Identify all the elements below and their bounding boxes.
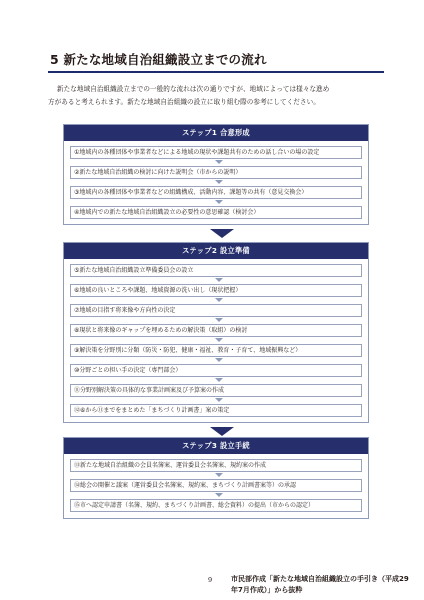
source-note-line-2: 年7月作成）」から抜粋 — [231, 586, 303, 594]
step-3-item-1: ⑬新たな地域自治組織の会員名簿案、運営委員会名簿案、規約案の作成 — [70, 459, 362, 472]
step-2-item-6: ⑩分野ごとの担い手の決定（専門部会） — [70, 364, 362, 377]
step-2-item-8: ⑫⑥から⑪までをまとめた「まちづくり計画書」案の策定 — [70, 404, 362, 417]
step-1-title: ステップ1 合意形成 — [64, 125, 368, 141]
step-3-frame — [63, 437, 369, 519]
flow-down-arrow-icon — [215, 358, 223, 362]
step-1-item-4: ④地域内での新たな地域自治組織設立の必要性の意思確認（検討会） — [70, 206, 362, 219]
step-1-frame — [63, 124, 369, 225]
source-note-line-1: 市民部作成「新たな地域自治組織設立の手引き（平成29 — [231, 575, 409, 583]
step-1-item-2: ②新たな地域自治組織の検討に向けた説明会（市からの説明） — [70, 166, 362, 179]
page-title: 5 新たな地域自治組織設立までの流れ — [50, 52, 267, 67]
page-number: 9 — [208, 576, 213, 584]
step-2-title: ステップ2 設立準備 — [64, 243, 368, 259]
flow-down-arrow-icon — [215, 180, 223, 184]
step-2-item-4: ⑧現状と将来像のギャップを埋めるための解決策（取組）の検討 — [70, 324, 362, 337]
title-underline — [48, 71, 384, 73]
flow-down-arrow-icon — [215, 378, 223, 382]
intro-line-2: 方があると考えられます。新たな地域自治組織の設立に取り組む際の参考にしてください。 — [48, 98, 320, 106]
flow-down-arrow-icon — [215, 160, 223, 164]
step-transition-arrow-icon — [210, 427, 234, 436]
step-3-item-2: ⑭総会の開催と議案（運営委員会名簿案、規約案、まちづくり計画書案等）の承認 — [70, 479, 362, 492]
flow-down-arrow-icon — [215, 338, 223, 342]
step-1-item-3: ③地域内の各種団体や事業者などの組織構成、活動内容、課題等の共有（意見交換会） — [70, 186, 362, 199]
flow-down-arrow-icon — [215, 298, 223, 302]
flow-down-arrow-icon — [215, 318, 223, 322]
step-1-item-1: ①地域内の各種団体や事業者などによる地域の現状や課題共有のための話し合いの場の設定 — [70, 146, 362, 159]
step-2-item-7: ⑪分野別解決策の具体的な事業計画案及び予算案の作成 — [70, 384, 362, 397]
flow-down-arrow-icon — [215, 278, 223, 282]
flow-down-arrow-icon — [215, 398, 223, 402]
step-2-item-3: ⑦地域の目指す将来像や方向性の決定 — [70, 304, 362, 317]
page-header — [48, 52, 384, 73]
step-2-frame — [63, 242, 369, 423]
flow-down-arrow-icon — [215, 493, 223, 497]
step-2-item-1: ⑤新たな地域自治組織設立準備委員会の設立 — [70, 264, 362, 277]
step-3-title: ステップ3 設立手続 — [64, 438, 368, 454]
flow-down-arrow-icon — [215, 200, 223, 204]
step-2-item-2: ⑥地域の良いところや課題、地域資源の洗い出し（現状把握） — [70, 284, 362, 297]
step-transition-arrow-icon — [210, 229, 234, 238]
step-3-item-3: ⑮市へ認定申請書（名簿、規約、まちづくり計画書、総会資料）の提出（市からの認定） — [70, 499, 362, 512]
source-note — [231, 574, 409, 596]
intro-line-1: 新たな地域自治組織設立までの一般的な流れは次の通りですが、地域によっては様々な進め — [57, 85, 330, 93]
intro-paragraph — [48, 83, 386, 109]
flow-down-arrow-icon — [215, 473, 223, 477]
step-2-item-5: ⑨解決策を分野別に分類（防災・防犯、健康・福祉、教育・子育て、地域振興など） — [70, 344, 362, 357]
